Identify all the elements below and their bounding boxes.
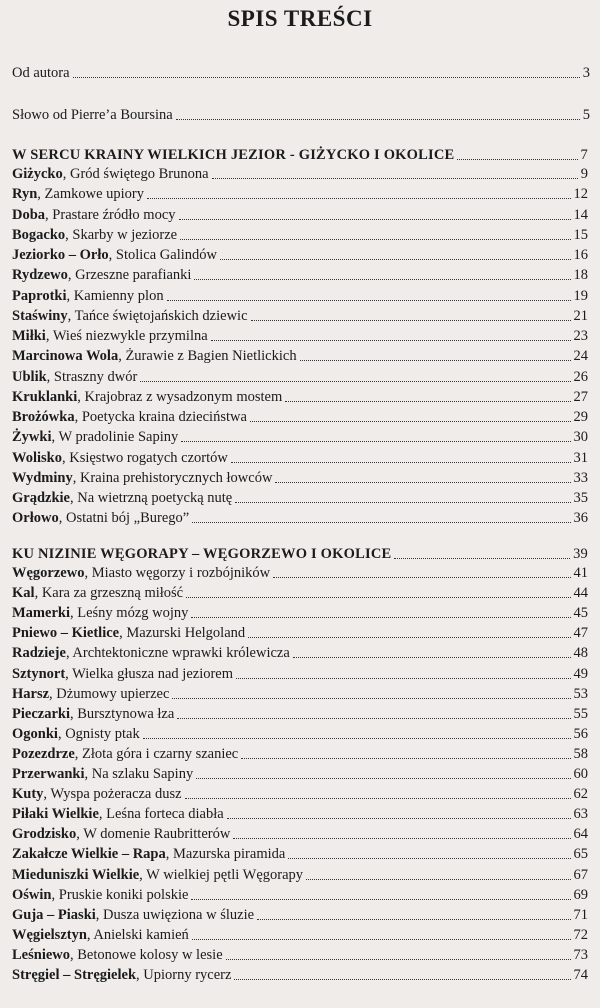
leader-dots	[196, 777, 570, 779]
toc-entry[interactable]	[12, 783, 588, 803]
page-number: 19	[573, 287, 588, 304]
entry-description: , Ognisty ptak	[57, 725, 140, 742]
entry-description: , Poetycka kraina dzieciństwa	[74, 409, 247, 425]
place-name: Kuty	[12, 786, 44, 803]
place-name: Węgielsztyn	[12, 926, 87, 943]
toc-entry[interactable]	[12, 467, 588, 487]
entry-description: , Wieś niezwykle przymilna	[45, 328, 208, 344]
entry-text	[12, 906, 254, 924]
leader-dots	[306, 878, 570, 880]
entry-description: , Upiorny rycerz	[136, 967, 232, 983]
entry-description: , Anielski kamień	[86, 926, 189, 943]
entry-text	[12, 347, 297, 365]
page-number: 74	[573, 967, 588, 983]
entry-text	[12, 469, 272, 487]
place-name: Rydzewo	[12, 267, 68, 284]
toc-entry[interactable]	[12, 285, 588, 305]
entry-description: , Grzeszne parafianki	[67, 267, 192, 284]
place-name: Kal	[12, 585, 35, 602]
entry-text	[12, 368, 137, 386]
place-name: Pniewo – Kietlice	[12, 625, 120, 642]
toc-entry[interactable]	[12, 683, 588, 703]
toc-entry[interactable]	[12, 366, 588, 386]
entry-text	[12, 226, 177, 244]
page-number: 62	[573, 786, 588, 803]
page-number: 24	[573, 348, 588, 365]
page-number: 49	[573, 665, 588, 682]
section-title: KU NIZINIE WĘGORAPY – WĘGORZEWO I OKOLICE	[12, 546, 392, 562]
toc-entry[interactable]	[12, 507, 588, 527]
place-name: Ryn	[12, 186, 38, 203]
leader-dots	[248, 636, 570, 638]
entry-text	[12, 785, 182, 803]
section-title: W SERCU KRAINY WIELKICH JEZIOR - GIŻYCKO I OKOLICE	[12, 147, 455, 163]
leader-dots	[176, 118, 580, 120]
place-name: Stręgiel – Stręgielek	[12, 967, 137, 983]
page-number: 60	[573, 766, 588, 782]
toc-entry[interactable]	[12, 406, 588, 426]
toc-entry[interactable]	[12, 843, 588, 863]
toc-entry[interactable]	[12, 183, 588, 203]
page-number: 63	[573, 806, 588, 823]
place-name: Orłowo	[12, 510, 59, 527]
place-name: Pozezdrze	[12, 745, 75, 762]
leader-dots	[273, 576, 570, 578]
entry-text	[12, 644, 290, 662]
toc-entry[interactable]	[12, 964, 588, 984]
page-number: 71	[573, 906, 588, 923]
entry-text	[12, 408, 247, 426]
entry-description: , Kamienny plon	[66, 287, 164, 304]
toc-entry[interactable]	[12, 723, 588, 743]
leader-dots	[241, 757, 570, 759]
page-number: 36	[573, 510, 588, 527]
page-number: 31	[573, 449, 588, 466]
entry-description: , Krajobraz z wysadzonym mostem	[77, 388, 283, 405]
toc-entry[interactable]	[12, 803, 588, 823]
page-number: 48	[573, 645, 588, 662]
page-number: 73	[573, 946, 588, 963]
toc-entry[interactable]	[12, 264, 588, 284]
page-number: 16	[573, 247, 588, 263]
entry-text	[12, 665, 233, 683]
leader-dots	[220, 258, 571, 260]
leader-dots	[235, 501, 570, 503]
place-name: Grodzisko	[12, 826, 77, 843]
toc-entry[interactable]	[12, 642, 588, 662]
toc-entry[interactable]	[12, 562, 588, 582]
leader-dots	[231, 461, 571, 463]
entry-text	[12, 185, 144, 203]
toc-entry[interactable]	[12, 622, 588, 642]
entry-text	[12, 388, 282, 406]
entry-description: , Leśny mózg wojny	[69, 605, 189, 622]
page-number: 33	[573, 469, 588, 486]
entry-description: , Dusza uwięziona w śluzie	[95, 906, 255, 923]
toc-entry[interactable]	[12, 345, 588, 365]
leader-dots	[192, 938, 571, 940]
entry-text	[12, 886, 188, 904]
entry-text	[12, 428, 178, 446]
toc-entry[interactable]	[12, 864, 588, 884]
page-number: 47	[573, 625, 588, 642]
entry-description: , Bursztynowa łza	[69, 705, 175, 722]
leader-dots	[300, 359, 571, 361]
page-number: 45	[573, 605, 588, 622]
page-number: 69	[573, 886, 588, 903]
entry-description: , Straszny dwór	[46, 368, 138, 385]
leader-dots	[227, 817, 571, 819]
place-name: Ublik	[12, 368, 47, 385]
place-name: Węgorzewo	[12, 565, 85, 581]
place-name: Mieduniszki Wielkie	[12, 866, 140, 883]
entry-description: , Leśna forteca diabła	[98, 806, 224, 823]
place-name: Oświn	[12, 886, 52, 903]
entry-description: , Tańce świętojańskich dziewic	[67, 307, 248, 324]
toc-entry[interactable]	[12, 244, 588, 264]
page-number: 72	[573, 926, 588, 943]
place-name: Miłki	[12, 328, 46, 344]
entry-description: , Dżumowy upierzec	[49, 685, 170, 702]
entry-description: , Na wietrzną poetycką nutę	[70, 490, 233, 506]
entry-description: , Gród świętego Brunona	[62, 166, 209, 182]
entry-text	[12, 489, 232, 507]
leader-dots	[192, 521, 570, 523]
entry-text	[12, 725, 140, 743]
entry-description: , Na szlaku Sapiny	[84, 766, 194, 782]
page-number: 21	[573, 307, 588, 324]
toc-entry[interactable]	[12, 582, 588, 602]
entry-description: , W wielkiej pętli Węgorapy	[139, 866, 304, 883]
entry-text	[12, 287, 164, 305]
place-name: Piłaki Wielkie	[12, 806, 99, 823]
page-number: 29	[573, 409, 588, 425]
toc-entry[interactable]	[12, 602, 588, 622]
leader-dots	[226, 958, 571, 960]
place-name: Brożówka	[12, 409, 75, 425]
entry-description: , Żurawie z Bagien Nietlickich	[118, 348, 297, 365]
leader-dots	[177, 717, 570, 719]
entry-description: , Skarby w jeziorze	[65, 226, 178, 243]
place-name: Staświny	[12, 307, 68, 324]
toc-entry[interactable]	[12, 487, 588, 507]
place-name: Paprotki	[12, 287, 67, 304]
entry-text	[12, 926, 189, 944]
page-number: 18	[573, 267, 588, 284]
page-number: 41	[573, 565, 588, 581]
entry-text	[12, 946, 223, 964]
toc-entry[interactable]	[12, 703, 588, 723]
page-number: 27	[573, 388, 588, 405]
page-number: 23	[573, 328, 588, 344]
leader-dots	[285, 400, 570, 402]
entry-description: , Wyspa pożeracza dusz	[43, 786, 182, 803]
place-name: Przerwanki	[12, 766, 85, 782]
place-name: Doba	[12, 206, 46, 223]
leader-dots	[233, 837, 570, 839]
leader-dots	[234, 978, 570, 980]
leader-dots	[167, 299, 571, 301]
toc-entry[interactable]	[12, 163, 588, 183]
toc-entry[interactable]	[12, 763, 588, 783]
page-number: 39	[573, 546, 588, 562]
place-name: Żywki	[12, 429, 52, 446]
leader-dots	[73, 76, 580, 78]
entry-text	[12, 624, 245, 642]
toc-entry[interactable]	[12, 305, 588, 325]
entry-text	[12, 327, 208, 345]
leader-dots	[179, 218, 571, 220]
entry-text: Od autora	[12, 65, 70, 81]
place-name: Ogonki	[12, 725, 58, 742]
entry-text	[12, 206, 176, 224]
entry-description: , W domenie Raubritterów	[76, 826, 231, 843]
entry-description: , Stolica Galindów	[108, 247, 217, 263]
leader-dots	[172, 697, 570, 699]
toc-entry[interactable]	[12, 325, 588, 345]
leader-dots	[293, 656, 571, 658]
entry-text	[12, 604, 188, 622]
page-number: 44	[573, 585, 588, 602]
page-number: 15	[573, 226, 588, 243]
leader-dots	[250, 420, 571, 422]
entry-description: , Kraina prehistorycznych łowców	[72, 469, 273, 486]
entry-text	[12, 584, 183, 602]
entry-text	[12, 307, 248, 325]
toc-intro-entry[interactable]	[12, 104, 588, 124]
entry-description: , Wielka głusza nad jeziorem	[65, 665, 234, 682]
entry-text	[12, 845, 285, 863]
place-name: Zakałcze Wielkie – Rapa	[12, 846, 166, 863]
place-name: Marcinowa Wola	[12, 348, 119, 365]
entry-text	[12, 246, 217, 264]
place-name: Giżycko	[12, 166, 63, 182]
leader-dots	[180, 238, 570, 240]
page-number: 9	[580, 166, 588, 182]
section-heading[interactable]	[12, 144, 588, 164]
page-number: 14	[573, 206, 588, 223]
leader-dots	[251, 319, 571, 321]
leader-dots	[143, 737, 571, 739]
toc-entry[interactable]	[12, 884, 588, 904]
page-title: SPIS TREŚCI	[227, 6, 373, 31]
entry-description: , Ostatni bój „Burego”	[58, 510, 190, 527]
place-name: Pieczarki	[12, 705, 70, 722]
section-heading[interactable]	[12, 543, 588, 563]
entry-text	[12, 449, 228, 467]
toc-entry[interactable]	[12, 447, 588, 467]
entry-description: , Mazurski Helgoland	[119, 625, 246, 642]
place-name: Sztynort	[12, 665, 66, 682]
toc-entry[interactable]	[12, 823, 588, 843]
leader-dots	[186, 596, 570, 598]
place-name: Leśniewo	[12, 946, 70, 963]
page-number: 67	[573, 866, 588, 883]
entry-description: , Prastare źródło mocy	[45, 206, 176, 223]
place-name: Radzieje	[12, 645, 66, 662]
leader-dots	[457, 158, 577, 160]
entry-description: , Księstwo rogatych czortów	[61, 449, 228, 466]
page-number: 64	[573, 826, 588, 843]
entry-description: , Pruskie koniki polskie	[51, 886, 189, 903]
leader-dots	[191, 898, 570, 900]
entry-text	[12, 825, 230, 843]
leader-dots	[194, 278, 570, 280]
entry-text	[12, 685, 169, 703]
place-name: Kruklanki	[12, 388, 78, 405]
place-name: Mamerki	[12, 605, 70, 622]
leader-dots	[257, 918, 570, 920]
place-name: Wolisko	[12, 449, 62, 466]
place-name: Harsz	[12, 685, 50, 702]
entry-description: , Archtektoniczne wprawki królewicza	[65, 645, 290, 662]
entry-text	[12, 805, 224, 823]
page-number: 30	[573, 429, 588, 446]
place-name: Jeziorko – Orło	[12, 247, 109, 263]
toc-entry[interactable]	[12, 924, 588, 944]
place-name: Grądzkie	[12, 490, 70, 506]
page-number: 35	[573, 490, 588, 506]
place-name: Bogacko	[12, 226, 66, 243]
entry-description: , Kara za grzeszną miłość	[34, 585, 184, 602]
entry-text	[12, 266, 191, 284]
leader-dots	[191, 616, 570, 618]
entry-text	[12, 765, 193, 783]
leader-dots	[211, 339, 571, 341]
entry-text	[12, 705, 174, 723]
toc-entry[interactable]	[12, 663, 588, 683]
entry-text	[12, 165, 209, 183]
toc-entry[interactable]	[12, 386, 588, 406]
leader-dots	[185, 797, 571, 799]
page-number: 56	[573, 725, 588, 742]
entry-description: , Mazurska piramida	[165, 846, 286, 863]
toc-intro-entry[interactable]	[12, 62, 588, 82]
page-number: 7	[580, 147, 588, 163]
toc-entry[interactable]	[12, 944, 588, 964]
entry-text: Słowo od Pierre’a Boursina	[12, 107, 173, 123]
entry-description: , Betonowe kolosy w lesie	[70, 946, 223, 963]
entry-description: , W pradolinie Sapiny	[51, 429, 179, 446]
page-number: 65	[573, 846, 588, 863]
toc-entry[interactable]	[12, 904, 588, 924]
leader-dots	[275, 481, 570, 483]
leader-dots	[394, 557, 570, 559]
place-name: Guja – Piaski	[12, 906, 96, 923]
leader-dots	[147, 197, 571, 199]
page-number: 58	[573, 745, 588, 762]
entry-description: , Miasto węgorzy i rozbójników	[84, 565, 271, 581]
toc-entry[interactable]	[12, 426, 588, 446]
page-number: 5	[582, 107, 590, 123]
page-number: 26	[573, 368, 588, 385]
toc-entry[interactable]	[12, 224, 588, 244]
leader-dots	[288, 857, 570, 859]
page-number: 12	[573, 186, 588, 203]
leader-dots	[181, 440, 570, 442]
toc-entry[interactable]	[12, 204, 588, 224]
leader-dots	[236, 677, 570, 679]
entry-text	[12, 966, 231, 984]
entry-text	[12, 564, 270, 582]
entry-text	[12, 509, 189, 527]
place-name: Wydminy	[12, 469, 73, 486]
page-number: 55	[573, 705, 588, 722]
page-number: 53	[573, 685, 588, 702]
entry-text	[12, 745, 238, 763]
entry-description: , Zamkowe upiory	[37, 186, 144, 203]
entry-text	[12, 866, 303, 884]
entry-description: , Złota góra i czarny szaniec	[74, 745, 239, 762]
toc-entry[interactable]	[12, 743, 588, 763]
page-number: 3	[582, 65, 590, 81]
leader-dots	[212, 177, 578, 179]
leader-dots	[140, 380, 570, 382]
